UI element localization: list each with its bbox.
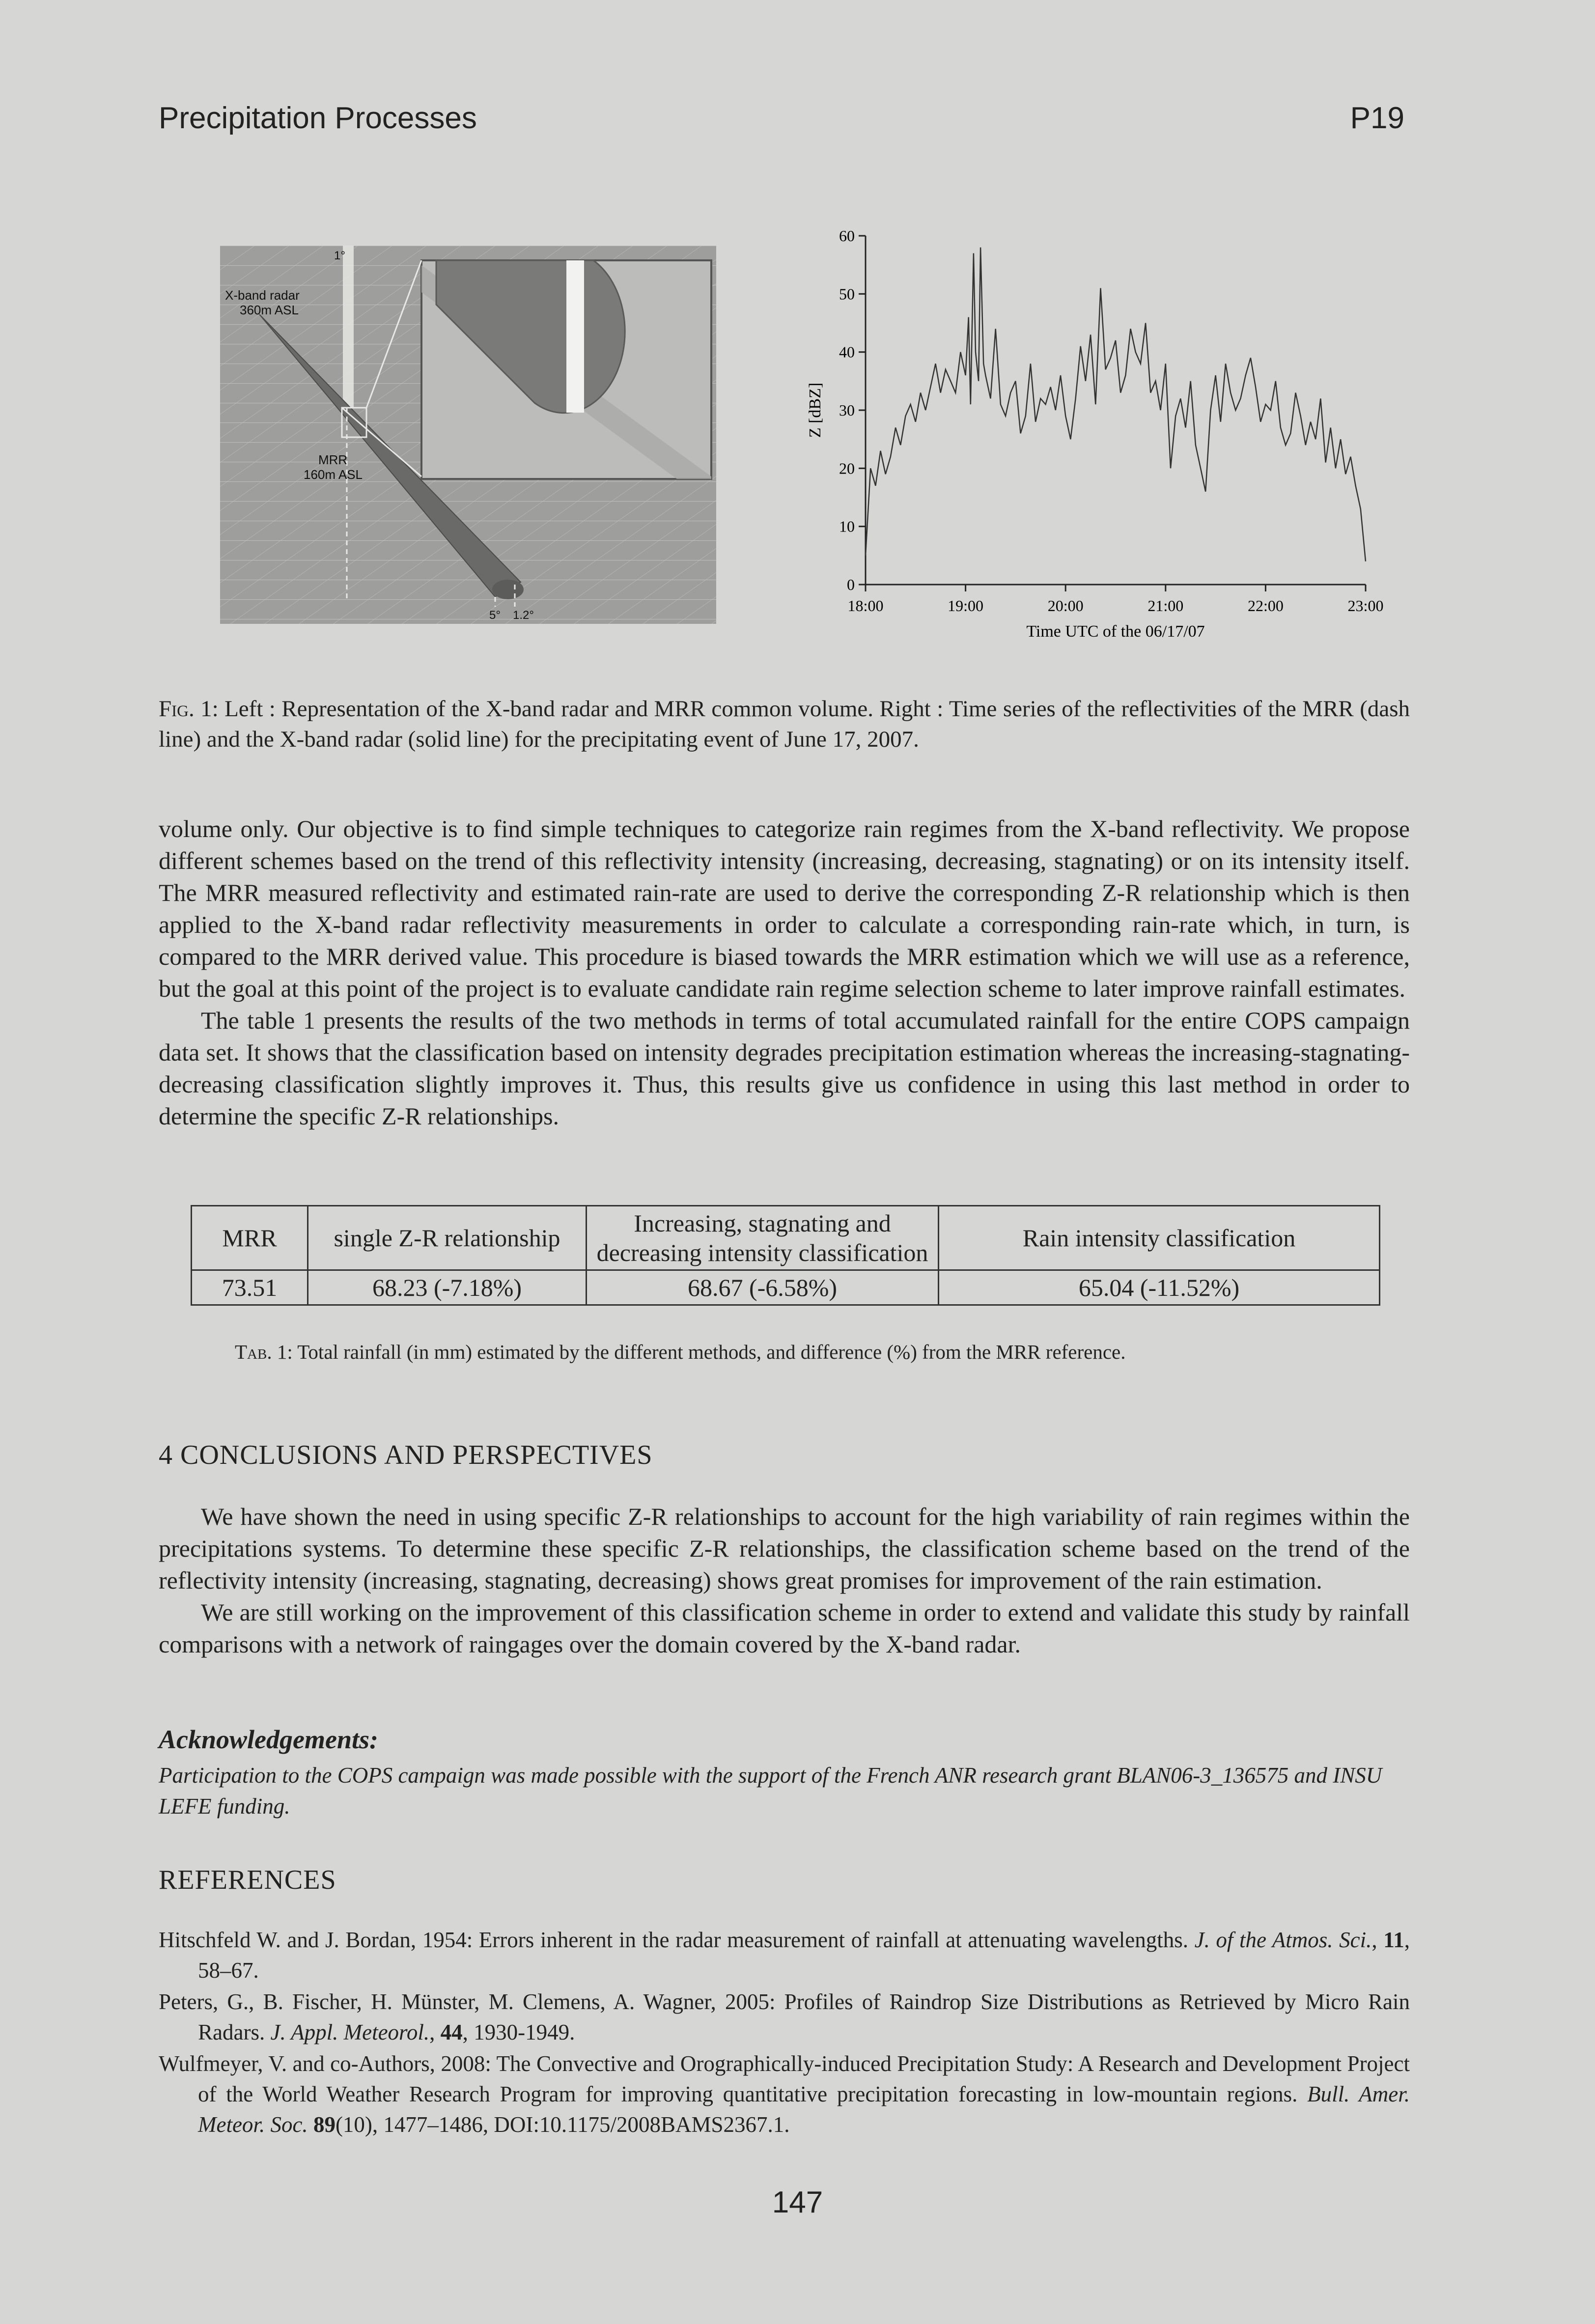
table-header-cell: MRR	[192, 1206, 308, 1270]
references-heading: REFERENCES	[159, 1865, 336, 1895]
reference-pages: (10), 1477–1486, DOI:10.1175/2008BAMS2367.1.	[335, 2112, 790, 2137]
conclusions-section	[159, 1501, 1410, 1660]
table-header-row	[192, 1206, 1380, 1270]
results-table	[191, 1205, 1380, 1306]
conclusions-paragraph-1: We have shown the need in using specific Z-R relationships to account for the high variability of rain regimes within the precipitations systems. To determine these specific Z-R relationships, the classification scheme based on the trend of the reflectivity intensity (increasing, stagnating, decreasing) shows great promises for improvement of the rain estimation.	[159, 1503, 1410, 1594]
table-cell: 68.67 (-6.58%)	[587, 1270, 939, 1305]
figure-caption	[159, 694, 1410, 755]
label-mrr: MRR	[318, 452, 348, 467]
y-tick-label: 40	[839, 343, 855, 361]
reference-item	[159, 1925, 1410, 1986]
reflectivity-time-series-chart	[786, 226, 1420, 658]
table-header-cell: Rain intensity classification	[939, 1206, 1380, 1270]
label-mrr-beam: 5°	[489, 609, 501, 622]
y-tick-label: 30	[839, 401, 855, 419]
page-number: 147	[772, 2185, 823, 2219]
reference-volume: 11	[1383, 1928, 1404, 1952]
acknowledgements-heading: Acknowledgements:	[159, 1725, 378, 1754]
table-row	[192, 1270, 1380, 1305]
reference-separator: ,	[1371, 1928, 1384, 1952]
x-tick-label: 18:00	[847, 597, 884, 615]
figure-caption-label: Fig. 1:	[159, 696, 219, 722]
reference-authors: Wulfmeyer, V. and co-Authors, 2008: The Convective and Orographically-induced Precipitation Study: A Research and Development Project of the World Weather Research Program for improving quantitative precipitation forecasting in low-mountain regions.	[159, 2051, 1410, 2106]
label-elevation: 1.2°	[513, 609, 534, 622]
y-tick-label: 10	[839, 517, 855, 535]
y-tick-label: 60	[839, 227, 855, 245]
reference-authors: Peters, G., B. Fischer, H. Münster, M. Clemens, A. Wagner, 2005: Profiles of Raindrop Size Distributions as Retrieved by Micro Rain Radars.	[159, 1989, 1410, 2044]
table-caption-label: Tab. 1:	[235, 1341, 293, 1363]
reference-item	[159, 1987, 1410, 2047]
reference-journal: Bull. Amer. Meteor. Soc.	[198, 2082, 1410, 2137]
references-list	[159, 1925, 1410, 2141]
reflectivity-series-line	[866, 248, 1366, 561]
reference-separator: ,	[429, 2020, 441, 2044]
table-header-cell: Increasing, stagnating and decreasing intensity classification	[587, 1206, 939, 1270]
table-cell: 65.04 (-11.52%)	[939, 1270, 1380, 1305]
conclusions-paragraph-2: We are still working on the improvement of this classification scheme in order to extend and validate this study by rainfall comparisons with a network of raingages over the domain covered by the X-band radar.	[159, 1598, 1410, 1658]
body-paragraph-2: The table 1 presents the results of the two methods in terms of total accumulated rainfall for the entire COPS campaign data set. It shows that the classification based on intensity degrades precipitation estimation whereas the increasing-stagnating-decreasing classification slightly improves it. Thus, this results give us confidence in using this last method in order to determine the specific Z-R relationships.	[159, 1007, 1410, 1130]
table-caption-text: Total rainfall (in mm) estimated by the different methods, and difference (%) from the MRR reference.	[292, 1341, 1126, 1363]
y-tick-label: 0	[847, 576, 855, 593]
reference-journal: J. Appl. Meteorol.	[270, 2020, 430, 2044]
x-tick-label: 22:00	[1247, 597, 1284, 615]
reference-pages: , 1930-1949.	[462, 2020, 575, 2044]
y-tick-label: 50	[839, 285, 855, 303]
conclusions-heading: 4 CONCLUSIONS AND PERSPECTIVES	[159, 1440, 653, 1470]
figure-caption-text: Left : Representation of the X-band radar and MRR common volume. Right : Time series of the reflectivities of the MRR (dash line) and the X-band radar (solid line) for the precipitating event of June 17, 2007.	[159, 696, 1410, 752]
running-header-poster-id: P19	[1350, 101, 1404, 135]
body-paragraph-1: volume only. Our objective is to find simple techniques to categorize rain regimes from the X-band reflectivity. We propose different schemes based on the trend of this reflectivity intensity (increasing, decreasing, stagnating) or on its intensity itself. The MRR measured reflectivity and estimated rain-rate are used to derive the corresponding Z-R relationship which is then applied to the X-band radar reflectivity measurements in order to calculate a corresponding rain-rate which, in turn, is compared to the MRR derived value. This procedure is biased towards the MRR estimation which we will use as a reference, but the goal at this point of the project is to evaluate candidate rain regime selection scheme to later improve rainfall estimates.	[159, 815, 1410, 1002]
reference-volume: 89	[313, 2112, 336, 2137]
x-tick-label: 19:00	[948, 597, 984, 615]
reference-item	[159, 2048, 1410, 2140]
label-xband-radar: X-band radar	[225, 288, 300, 303]
table-cell: 68.23 (-7.18%)	[308, 1270, 587, 1305]
common-volume-illustration	[220, 246, 716, 624]
x-axis-label: Time UTC of the 06/17/07	[1026, 622, 1205, 641]
x-tick-label: 23:00	[1347, 597, 1384, 615]
table-caption	[235, 1340, 1126, 1364]
running-header-title: Precipitation Processes	[159, 101, 477, 135]
label-beam-width: 1°	[334, 249, 345, 262]
y-tick-label: 20	[839, 459, 855, 477]
reference-authors: Hitschfeld W. and J. Bordan, 1954: Errors inherent in the radar measurement of rainfall at attenuating wavelengths.	[159, 1928, 1195, 1952]
reference-separator	[308, 2112, 313, 2137]
label-mrr-altitude: 160m ASL	[304, 467, 363, 482]
label-xband-altitude: 360m ASL	[240, 303, 299, 317]
table-cell: 73.51	[192, 1270, 308, 1305]
reference-pages: , 58–67.	[198, 1928, 1410, 1983]
x-tick-label: 21:00	[1147, 597, 1184, 615]
reference-volume: 44	[440, 2020, 463, 2044]
body-section	[159, 813, 1410, 1132]
y-axis-label: Z [dBZ]	[806, 382, 824, 438]
reference-journal: J. of the Atmos. Sci.	[1194, 1928, 1372, 1952]
acknowledgements-text: Participation to the COPS campaign was made possible with the support of the French ANR research grant BLAN06-3_136575 and INSU LEFE funding.	[159, 1763, 1382, 1819]
x-tick-label: 20:00	[1047, 597, 1084, 615]
table-header-cell: single Z-R relationship	[308, 1206, 587, 1270]
